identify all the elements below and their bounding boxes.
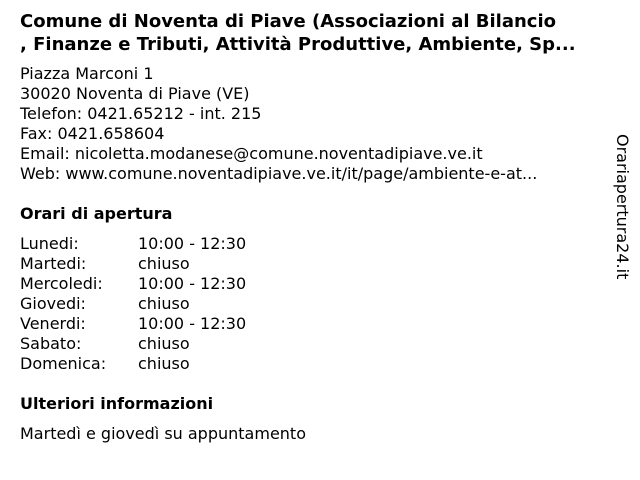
contact-block: [20, 64, 537, 184]
page-title-line-2: , Finanze e Tributi, Attività Produttive, Ambiente, Sp...: [20, 34, 576, 55]
site-watermark: Orariapertura24.it: [613, 134, 632, 280]
day-label: Mercoledi:: [20, 274, 103, 293]
day-label: Venerdi:: [20, 314, 86, 333]
day-label: Domenica:: [20, 354, 107, 373]
day-label: Lunedi:: [20, 234, 79, 253]
time-value: chiuso: [138, 254, 190, 273]
time-value: chiuso: [138, 354, 190, 373]
fax-number: Fax: 0421.658604: [20, 124, 165, 143]
time-value: 10:00 - 12:30: [138, 274, 247, 293]
opening-hours-heading: Orari di apertura: [20, 204, 173, 223]
email-link[interactable]: Email: nicoletta.modanese@comune.noventadipiave.ve.it: [20, 144, 483, 163]
page-title-line-1: Comune di Noventa di Piave (Associazioni al Bilancio: [20, 11, 557, 32]
city-address: 30020 Noventa di Piave (VE): [20, 84, 250, 103]
street-address: Piazza Marconi 1: [20, 64, 154, 83]
time-value: 10:00 - 12:30: [138, 314, 247, 333]
page-title: [20, 10, 620, 56]
day-label: Sabato:: [20, 334, 82, 353]
time-value: 10:00 - 12:30: [138, 234, 247, 253]
additional-info-heading: Ulteriori informazioni: [20, 394, 214, 413]
day-label: Giovedi:: [20, 294, 86, 313]
additional-info-text: Martedì e giovedì su appuntamento: [20, 424, 306, 443]
web-link[interactable]: Web: www.comune.noventadipiave.ve.it/it/page/ambiente-e-at...: [20, 164, 538, 183]
time-value: chiuso: [138, 334, 190, 353]
time-value: chiuso: [138, 294, 190, 313]
day-label: Martedi:: [20, 254, 87, 273]
phone-number: Telefon: 0421.65212 - int. 215: [20, 104, 262, 123]
